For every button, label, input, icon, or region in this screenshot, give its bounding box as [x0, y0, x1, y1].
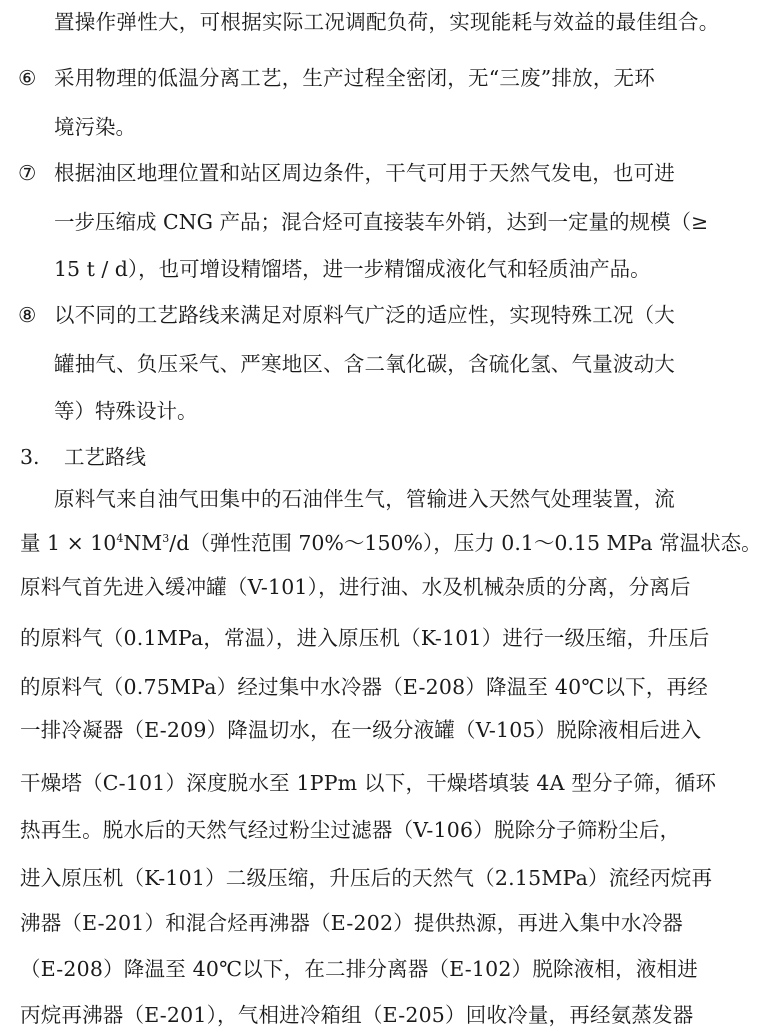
superscript-cube: 3 [162, 532, 170, 546]
item-marker-7: ⑦ [18, 161, 37, 185]
text-line-flow-rate [20, 531, 762, 555]
text-line: 的原料气（0.75MPa）经过集中水冷器（E-208）降温至 40℃以下，再经 [20, 675, 708, 699]
text-line: 等）特殊设计。 [54, 399, 198, 423]
text-line: 进入原压机（K-101）二级压缩，升压后的天然气（2.15MPa）流经丙烷再 [20, 866, 713, 890]
flow-rate-unit: NM [123, 531, 163, 555]
text-line: 15 t / d），也可增设精馏塔，进一步精馏成液化气和轻质油产品。 [54, 257, 651, 281]
text-line: 以不同的工艺路线来满足对原料气广泛的适应性，实现特殊工况（大 [54, 303, 675, 327]
superscript-exponent: 4 [116, 532, 124, 546]
item-marker-6: ⑥ [18, 66, 37, 90]
text-line: 采用物理的低温分离工艺，生产过程全密闭，无“三废”排放，无环 [54, 66, 655, 90]
text-line: 一排冷凝器（E-209）降温切水，在一级分液罐（V-105）脱除液相后进入 [20, 718, 702, 742]
section-heading: 工艺路线 [64, 445, 146, 469]
text-line: 原料气首先进入缓冲罐（V-101），进行油、水及机械杂质的分离，分离后 [20, 575, 691, 599]
text-line: 一步压缩成 CNG 产品；混合烃可直接装车外销，达到一定量的规模（≥ [54, 210, 709, 234]
text-line: 干燥塔（C-101）深度脱水至 1PPm 以下，干燥塔填装 4A 型分子筛，循环 [20, 771, 717, 795]
text-line: 罐抽气、负压采气、严寒地区、含二氧化碳，含硫化氢、气量波动大 [54, 352, 675, 376]
text-line: 境污染。 [54, 115, 136, 139]
flow-rate-value: 量 1 × 10 [20, 531, 117, 555]
text-line: 置操作弹性大，可根据实际工况调配负荷，实现能耗与效益的最佳组合。 [54, 10, 720, 34]
flow-rate-rest: /d（弹性范围 70%～150%），压力 0.1～0.15 MPa 常温状态。 [169, 531, 762, 555]
text-line: 的原料气（0.1MPa，常温），进入原压机（K-101）进行一级压缩，升压后 [20, 626, 710, 650]
text-line: （E-208）降温至 40℃以下，在二排分离器（E-102）脱除液相，液相进 [20, 957, 698, 981]
text-line: 丙烷再沸器（E-201），气相进冷箱组（E-205）回收冷量，再经氨蒸发器 [20, 1003, 694, 1027]
text-line: 根据油区地理位置和站区周边条件，干气可用于天然气发电，也可进 [54, 161, 675, 185]
item-marker-8: ⑧ [18, 303, 37, 327]
text-line: 沸器（E-201）和混合烃再沸器（E-202）提供热源，再进入集中水冷器 [20, 911, 683, 935]
section-number: 3. [20, 445, 40, 469]
text-line: 热再生。脱水后的天然气经过粉尘过滤器（V-106）脱除分子筛粉尘后， [20, 818, 681, 842]
text-line: 原料气来自油气田集中的石油伴生气，管输进入天然气处理装置，流 [54, 487, 675, 511]
